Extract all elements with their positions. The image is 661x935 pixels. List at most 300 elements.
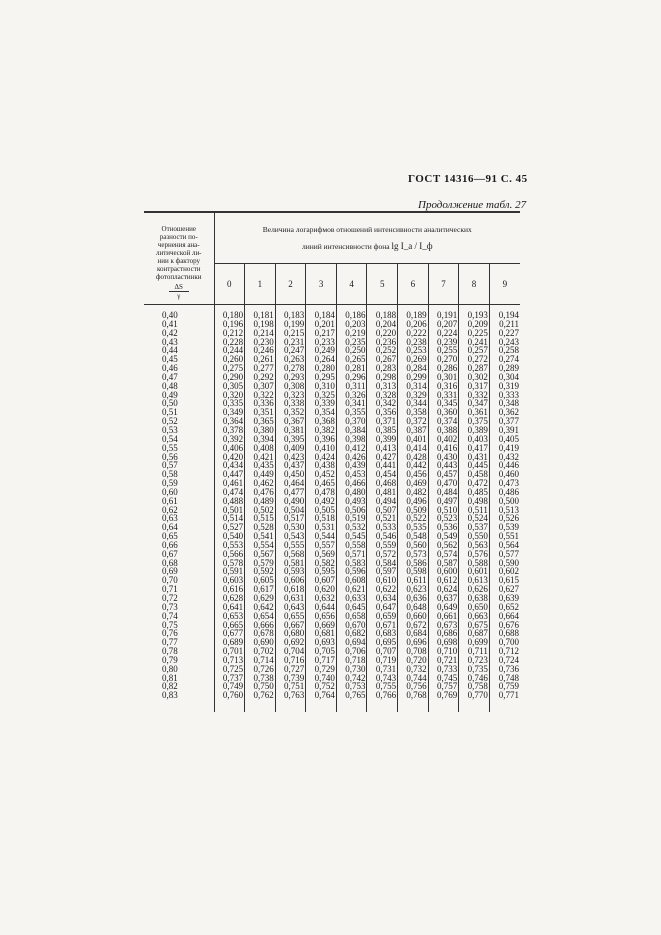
table-cell: 0,426	[336, 453, 367, 462]
table-cell: 0,726	[245, 665, 276, 674]
table-cell: 0,215	[275, 329, 306, 338]
table-row	[144, 691, 520, 700]
row-label: 0,49	[144, 391, 214, 400]
table-cell: 0,596	[336, 567, 367, 576]
table-cell: 0,323	[275, 391, 306, 400]
column-header-5: 5	[367, 264, 398, 305]
table-cell: 0,370	[336, 417, 367, 426]
table-cell: 0,368	[306, 417, 337, 426]
table-cell: 0,687	[459, 629, 490, 638]
table-cell: 0,184	[306, 305, 337, 320]
table-cell: 0,341	[336, 399, 367, 408]
table-cell: 0,617	[245, 585, 276, 594]
table-cell: 0,771	[489, 691, 520, 700]
table-cell: 0,608	[336, 576, 367, 585]
row-header-line: литической ли-	[155, 249, 202, 257]
table-cell: 0,652	[489, 603, 520, 612]
table-cell: 0,708	[398, 647, 429, 656]
table-cell: 0,372	[398, 417, 429, 426]
table-cell: 0,310	[306, 382, 337, 391]
table-cell: 0,332	[459, 391, 490, 400]
table-cell: 0,204	[367, 320, 398, 329]
table-cell: 0,632	[306, 594, 337, 603]
table-cell: 0,375	[459, 417, 490, 426]
row-label: 0,70	[144, 576, 214, 585]
table-cell: 0,470	[428, 479, 459, 488]
row-label: 0,51	[144, 408, 214, 417]
row-label: 0,73	[144, 603, 214, 612]
table-cell: 0,354	[306, 408, 337, 417]
table-cell: 0,206	[398, 320, 429, 329]
row-header-fraction	[169, 283, 189, 300]
table-cell: 0,481	[367, 488, 398, 497]
table-cell: 0,456	[398, 470, 429, 479]
table-cell: 0,725	[214, 665, 245, 674]
row-label: 0,66	[144, 541, 214, 550]
row-label: 0,83	[144, 691, 214, 700]
table-cell: 0,385	[367, 426, 398, 435]
table-cell: 0,313	[367, 382, 398, 391]
table-cell: 0,417	[459, 444, 490, 453]
table-cell: 0,201	[306, 320, 337, 329]
table-cell: 0,738	[245, 674, 276, 683]
row-label: 0,61	[144, 497, 214, 506]
table-cell: 0,588	[459, 559, 490, 568]
table-cell: 0,603	[214, 576, 245, 585]
table-cell: 0,398	[336, 435, 367, 444]
table-cell: 0,611	[398, 576, 429, 585]
table-cell: 0,488	[214, 497, 245, 506]
table-cell: 0,227	[489, 329, 520, 338]
table-cell: 0,629	[245, 594, 276, 603]
table-cell: 0,233	[306, 338, 337, 347]
column-group-header	[214, 212, 520, 264]
table-cell: 0,498	[459, 497, 490, 506]
table-cell: 0,616	[214, 585, 245, 594]
table-cell: 0,540	[214, 532, 245, 541]
column-header-1: 1	[245, 264, 276, 305]
table-cell: 0,437	[275, 461, 306, 470]
table-cell: 0,458	[459, 470, 490, 479]
table-cell: 0,595	[306, 567, 337, 576]
table-cell: 0,466	[336, 479, 367, 488]
table-cell: 0,764	[306, 691, 337, 700]
table-cell: 0,698	[428, 638, 459, 647]
table-cell: 0,377	[489, 417, 520, 426]
table-cell: 0,439	[336, 461, 367, 470]
table-cell: 0,586	[398, 559, 429, 568]
table-padding-cell	[489, 700, 520, 712]
row-label: 0,50	[144, 399, 214, 408]
row-label: 0,59	[144, 479, 214, 488]
table-cell: 0,443	[428, 461, 459, 470]
table-cell: 0,511	[459, 506, 490, 515]
table-cell: 0,476	[245, 488, 276, 497]
row-label: 0,78	[144, 647, 214, 656]
table-cell: 0,730	[336, 665, 367, 674]
table-cell: 0,716	[275, 656, 306, 665]
table-cell: 0,260	[214, 355, 245, 364]
table-cell: 0,613	[459, 576, 490, 585]
table-cell: 0,546	[367, 532, 398, 541]
row-label: 0,79	[144, 656, 214, 665]
table-cell: 0,605	[245, 576, 276, 585]
table-cell: 0,559	[367, 541, 398, 550]
table-cell: 0,541	[245, 532, 276, 541]
row-header-line: разности по-	[159, 233, 198, 241]
table-cell: 0,339	[306, 399, 337, 408]
table-cell: 0,345	[428, 399, 459, 408]
row-label: 0,53	[144, 426, 214, 435]
table-cell: 0,562	[428, 541, 459, 550]
row-label: 0,72	[144, 594, 214, 603]
table-cell: 0,642	[245, 603, 276, 612]
table-cell: 0,737	[214, 674, 245, 683]
table-cell: 0,500	[489, 497, 520, 506]
table-cell: 0,338	[275, 399, 306, 408]
table-cell: 0,507	[367, 506, 398, 515]
table-cell: 0,286	[428, 364, 459, 373]
table-cell: 0,563	[459, 541, 490, 550]
table-cell: 0,261	[245, 355, 276, 364]
table-cell: 0,745	[428, 674, 459, 683]
table-cell: 0,482	[398, 488, 429, 497]
table-cell: 0,394	[245, 435, 276, 444]
table-body	[144, 305, 520, 713]
table-cell: 0,750	[245, 682, 276, 691]
table-cell: 0,296	[336, 373, 367, 382]
table-cell: 0,264	[306, 355, 337, 364]
table-cell: 0,655	[275, 612, 306, 621]
table-cell: 0,217	[306, 329, 337, 338]
table-cell: 0,615	[489, 576, 520, 585]
table-cell: 0,694	[336, 638, 367, 647]
row-label: 0,60	[144, 488, 214, 497]
table-cell: 0,408	[245, 444, 276, 453]
table-cell: 0,544	[306, 532, 337, 541]
table-cell: 0,661	[428, 612, 459, 621]
table-cell: 0,682	[336, 629, 367, 638]
row-label: 0,56	[144, 453, 214, 462]
row-label: 0,46	[144, 364, 214, 373]
table-cell: 0,362	[489, 408, 520, 417]
table-cell: 0,308	[275, 382, 306, 391]
table-cell: 0,736	[489, 665, 520, 674]
column-header-9: 9	[489, 264, 520, 305]
table-cell: 0,676	[489, 621, 520, 630]
table-cell: 0,424	[306, 453, 337, 462]
table-cell: 0,392	[214, 435, 245, 444]
table-cell: 0,535	[398, 523, 429, 532]
table-cell: 0,496	[398, 497, 429, 506]
table-cell: 0,293	[275, 373, 306, 382]
table-cell: 0,181	[245, 305, 276, 320]
table-cell: 0,581	[275, 559, 306, 568]
table-cell: 0,249	[306, 346, 337, 355]
table-cell: 0,317	[459, 382, 490, 391]
table-cell: 0,342	[367, 399, 398, 408]
table-cell: 0,592	[245, 567, 276, 576]
table-cell: 0,225	[459, 329, 490, 338]
table-cell: 0,712	[489, 647, 520, 656]
table-cell: 0,590	[489, 559, 520, 568]
table-cell: 0,236	[367, 338, 398, 347]
table-cell: 0,567	[245, 550, 276, 559]
table-cell: 0,189	[398, 305, 429, 320]
table-cell: 0,550	[459, 532, 490, 541]
table-cell: 0,299	[398, 373, 429, 382]
table-padding-cell	[428, 700, 459, 712]
table-cell: 0,420	[214, 453, 245, 462]
table-cell: 0,235	[336, 338, 367, 347]
table-cell: 0,673	[428, 621, 459, 630]
column-header-3: 3	[306, 264, 337, 305]
table-cell: 0,601	[459, 567, 490, 576]
row-header-cell	[144, 212, 214, 305]
table-cell: 0,283	[367, 364, 398, 373]
table-cell: 0,631	[275, 594, 306, 603]
table-cell: 0,382	[306, 426, 337, 435]
table-cell: 0,669	[306, 621, 337, 630]
table-cell: 0,553	[214, 541, 245, 550]
table-cell: 0,711	[459, 647, 490, 656]
table-cell: 0,759	[489, 682, 520, 691]
table-cell: 0,387	[398, 426, 429, 435]
table-cell: 0,686	[428, 629, 459, 638]
table-cell: 0,578	[214, 559, 245, 568]
table-cell: 0,659	[367, 612, 398, 621]
table-cell: 0,560	[398, 541, 429, 550]
table-cell: 0,576	[459, 550, 490, 559]
table-cell: 0,756	[398, 682, 429, 691]
row-label: 0,48	[144, 382, 214, 391]
table-cell: 0,583	[336, 559, 367, 568]
table-cell: 0,305	[214, 382, 245, 391]
row-header-line: чернения ана-	[157, 241, 200, 249]
table-cell: 0,331	[428, 391, 459, 400]
table-cell: 0,681	[306, 629, 337, 638]
table-cell: 0,180	[214, 305, 245, 320]
table-cell: 0,183	[275, 305, 306, 320]
table-cell: 0,626	[459, 585, 490, 594]
table-cell: 0,438	[306, 461, 337, 470]
table-cell: 0,416	[428, 444, 459, 453]
row-label: 0,45	[144, 355, 214, 364]
page-header: ГОСТ 14316—91 С. 45	[408, 173, 528, 185]
table-cell: 0,220	[367, 329, 398, 338]
table-cell: 0,654	[245, 612, 276, 621]
table-cell: 0,468	[367, 479, 398, 488]
table-cell: 0,199	[275, 320, 306, 329]
table-continuation-label: Продолжение табл. 27	[418, 199, 527, 211]
table-cell: 0,423	[275, 453, 306, 462]
table-cell: 0,349	[214, 408, 245, 417]
table-cell: 0,502	[245, 506, 276, 515]
table-cell: 0,464	[275, 479, 306, 488]
table-cell: 0,522	[398, 514, 429, 523]
table-cell: 0,648	[398, 603, 429, 612]
table-cell: 0,374	[428, 417, 459, 426]
table-cell: 0,274	[489, 355, 520, 364]
row-label: 0,71	[144, 585, 214, 594]
column-header-0: 0	[214, 264, 245, 305]
table-cell: 0,706	[336, 647, 367, 656]
table-cell: 0,329	[398, 391, 429, 400]
table-cell: 0,718	[336, 656, 367, 665]
table-cell: 0,758	[459, 682, 490, 691]
table-cell: 0,752	[306, 682, 337, 691]
table-cell: 0,319	[489, 382, 520, 391]
table-cell: 0,612	[428, 576, 459, 585]
table-cell: 0,280	[306, 364, 337, 373]
table-cell: 0,746	[459, 674, 490, 683]
table-cell: 0,380	[245, 426, 276, 435]
table-cell: 0,490	[275, 497, 306, 506]
table-cell: 0,663	[459, 612, 490, 621]
table-cell: 0,238	[398, 338, 429, 347]
table-cell: 0,624	[428, 585, 459, 594]
table-cell: 0,289	[489, 364, 520, 373]
table-cell: 0,527	[214, 523, 245, 532]
table-cell: 0,537	[459, 523, 490, 532]
row-label: 0,69	[144, 567, 214, 576]
row-label: 0,44	[144, 346, 214, 355]
table-cell: 0,244	[214, 346, 245, 355]
table-cell: 0,770	[459, 691, 490, 700]
table-cell: 0,569	[306, 550, 337, 559]
table-cell: 0,573	[398, 550, 429, 559]
table-cell: 0,571	[336, 550, 367, 559]
table-cell: 0,255	[428, 346, 459, 355]
table-cell: 0,287	[459, 364, 490, 373]
table-cell: 0,551	[489, 532, 520, 541]
table-cell: 0,717	[306, 656, 337, 665]
row-label: 0,42	[144, 329, 214, 338]
table-cell: 0,347	[459, 399, 490, 408]
table-padding-cell	[144, 700, 214, 712]
table-cell: 0,672	[398, 621, 429, 630]
row-label: 0,41	[144, 320, 214, 329]
table-cell: 0,597	[367, 567, 398, 576]
column-header-7: 7	[428, 264, 459, 305]
table-row	[144, 305, 520, 320]
table-cell: 0,636	[398, 594, 429, 603]
table-cell: 0,724	[489, 656, 520, 665]
row-header-line: фотопластинки	[155, 273, 202, 281]
table-cell: 0,194	[489, 305, 520, 320]
table-cell: 0,509	[398, 506, 429, 515]
table-cell: 0,593	[275, 567, 306, 576]
row-label: 0,64	[144, 523, 214, 532]
table-cell: 0,675	[459, 621, 490, 630]
table-cell: 0,504	[275, 506, 306, 515]
table-cell: 0,257	[459, 346, 490, 355]
table-cell: 0,198	[245, 320, 276, 329]
table-cell: 0,514	[214, 514, 245, 523]
table-cell: 0,693	[306, 638, 337, 647]
table-cell: 0,587	[428, 559, 459, 568]
table-cell: 0,727	[275, 665, 306, 674]
row-label: 0,55	[144, 444, 214, 453]
table-cell: 0,645	[336, 603, 367, 612]
table-cell: 0,555	[275, 541, 306, 550]
table-cell: 0,207	[428, 320, 459, 329]
table-cell: 0,364	[214, 417, 245, 426]
row-label: 0,76	[144, 629, 214, 638]
table-cell: 0,749	[214, 682, 245, 691]
table-cell: 0,356	[367, 408, 398, 417]
table-cell: 0,454	[367, 470, 398, 479]
table-cell: 0,320	[214, 391, 245, 400]
row-label: 0,77	[144, 638, 214, 647]
table-cell: 0,462	[245, 479, 276, 488]
table-cell: 0,557	[306, 541, 337, 550]
row-label: 0,67	[144, 550, 214, 559]
table-cell: 0,328	[367, 391, 398, 400]
table-cell: 0,442	[398, 461, 429, 470]
table-cell: 0,566	[214, 550, 245, 559]
row-label: 0,68	[144, 559, 214, 568]
row-label: 0,63	[144, 514, 214, 523]
row-label: 0,52	[144, 417, 214, 426]
table-cell: 0,714	[245, 656, 276, 665]
table-cell: 0,281	[336, 364, 367, 373]
table-cell: 0,405	[489, 435, 520, 444]
table-padding-cell	[336, 700, 367, 712]
table-cell: 0,644	[306, 603, 337, 612]
table-cell: 0,489	[245, 497, 276, 506]
table-cell: 0,409	[275, 444, 306, 453]
table-cell: 0,690	[245, 638, 276, 647]
table-cell: 0,506	[336, 506, 367, 515]
row-header-line: нии к фактору	[157, 257, 200, 265]
table-cell: 0,667	[275, 621, 306, 630]
table-cell: 0,692	[275, 638, 306, 647]
table-cell: 0,683	[367, 629, 398, 638]
table-cell: 0,579	[245, 559, 276, 568]
table-cell: 0,757	[428, 682, 459, 691]
table-cell: 0,699	[459, 638, 490, 647]
table-cell: 0,650	[459, 603, 490, 612]
row-label: 0,62	[144, 506, 214, 515]
table-cell: 0,671	[367, 621, 398, 630]
table-cell: 0,574	[428, 550, 459, 559]
fraction-denominator: γ	[177, 292, 181, 300]
table-cell: 0,391	[489, 426, 520, 435]
table-cell: 0,214	[245, 329, 276, 338]
table-cell: 0,434	[214, 461, 245, 470]
table-cell: 0,191	[428, 305, 459, 320]
table-cell: 0,591	[214, 567, 245, 576]
table-cell: 0,314	[398, 382, 429, 391]
log-formula: lg I_a / I_ф	[391, 241, 433, 251]
table-cell: 0,250	[336, 346, 367, 355]
table-cell: 0,623	[398, 585, 429, 594]
table-padding-cell	[214, 700, 245, 712]
table-cell: 0,265	[336, 355, 367, 364]
table-cell: 0,524	[459, 514, 490, 523]
table-cell: 0,600	[428, 567, 459, 576]
table-cell: 0,431	[459, 453, 490, 462]
table-cell: 0,228	[214, 338, 245, 347]
table-cell: 0,568	[275, 550, 306, 559]
table-cell: 0,410	[306, 444, 337, 453]
table-cell: 0,705	[306, 647, 337, 656]
table-cell: 0,680	[275, 629, 306, 638]
table-cell: 0,633	[336, 594, 367, 603]
table-cell: 0,196	[214, 320, 245, 329]
table-cell: 0,519	[336, 514, 367, 523]
